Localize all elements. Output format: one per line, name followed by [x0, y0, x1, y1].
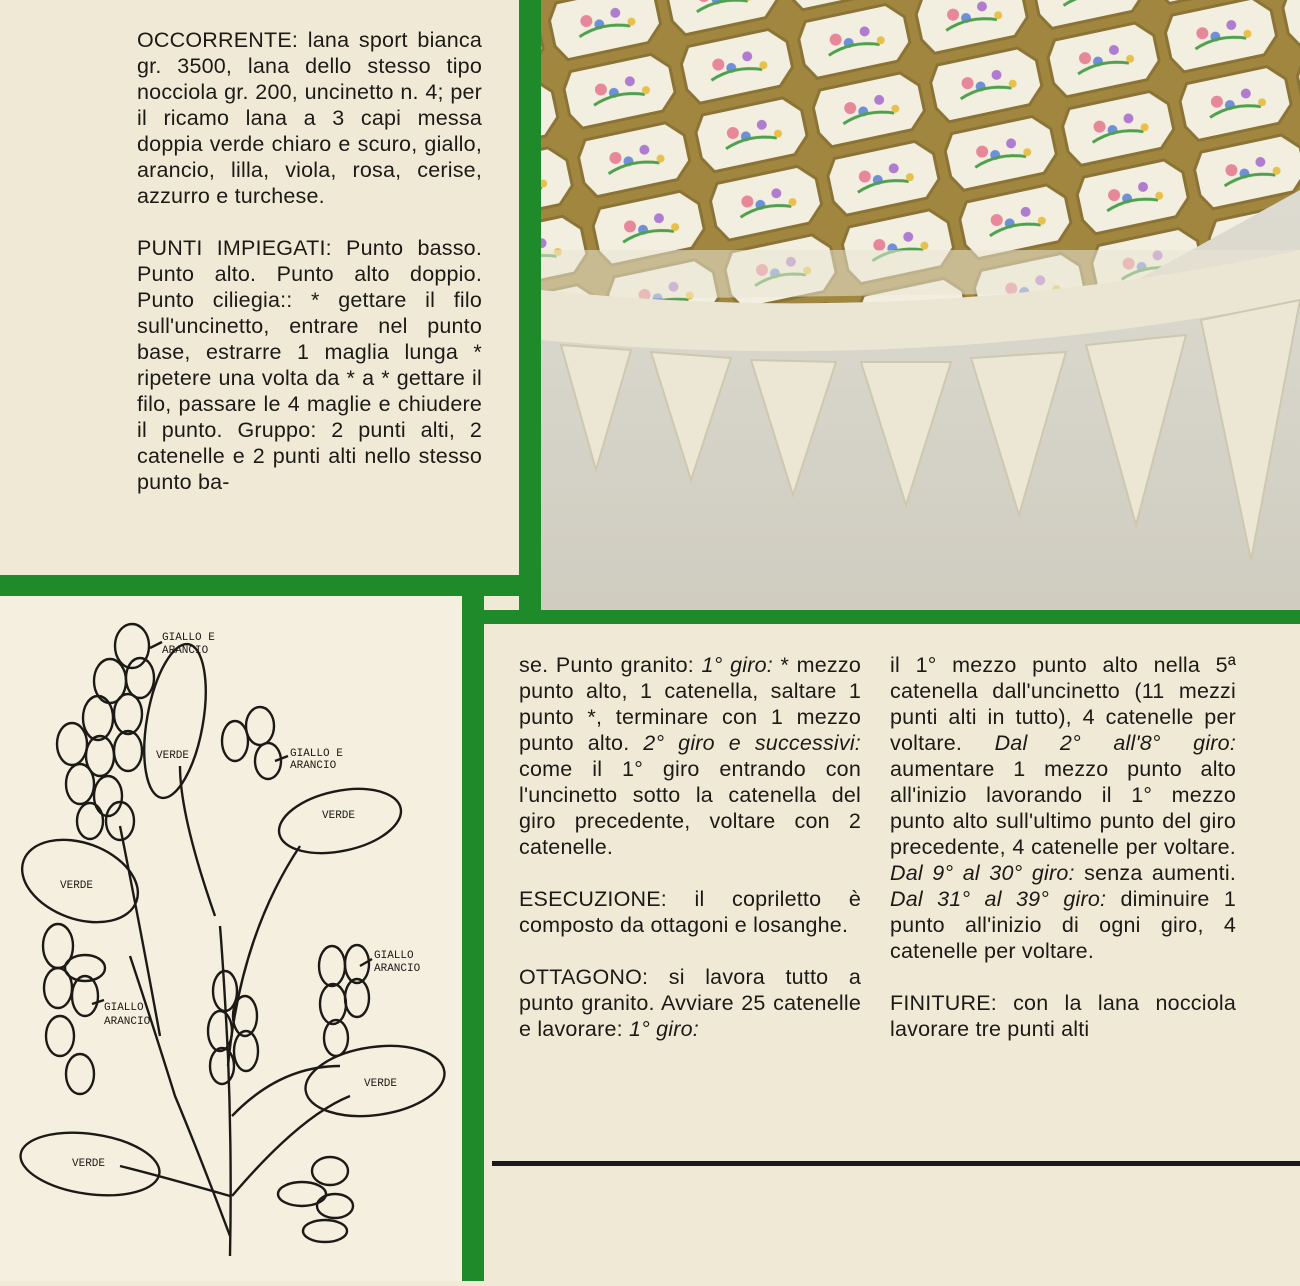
italic-run: 1° giro: — [701, 653, 773, 677]
green-band-horizontal-left — [0, 575, 541, 596]
green-band-vertical-top — [519, 0, 541, 622]
italic-run: Dal 9° al 30° giro: — [890, 861, 1075, 885]
embroidery-diagram — [0, 596, 462, 1281]
leaf-shape — [134, 639, 216, 802]
esecuzione-text: il copriletto è composto da ottagoni e losanghe. — [519, 887, 861, 937]
text-run: * mezzo punto alto, 1 catenella, saltare 1 punto *, terminare con 1 mezzo punto alto. — [519, 653, 861, 755]
italic-run: Dal 31° al 39° giro: — [890, 887, 1107, 911]
punti-heading: PUNTI IMPIEGATI: — [137, 236, 332, 260]
text-run: come il 1° giro entrando con l'uncinetto sotto la catenella del giro precedente, voltare con 2 catenelle. — [519, 757, 861, 859]
diagram-label-verde-2: VERDE — [322, 810, 356, 822]
diagram-label-3: GIALLO — [374, 950, 414, 962]
diagram-label-verde-1: VERDE — [156, 750, 190, 762]
punti-paragraph — [137, 235, 482, 495]
bedspread-photo — [541, 0, 1300, 610]
text-run: diminuire 1 punto all'inizio di ogni giro, 4 catenelle per voltare. — [890, 887, 1236, 963]
text-run: se. Punto granito: — [519, 653, 702, 677]
diagram-label-4b: ARANCIO — [104, 1016, 151, 1028]
green-band-horizontal-right — [462, 610, 1300, 624]
esecuzione-paragraph — [519, 886, 861, 938]
ottagono-paragraph — [519, 964, 861, 1042]
column-3-text — [890, 652, 1236, 1042]
italic-run: 1° giro: — [628, 1017, 699, 1041]
finiture-heading: FINITURE: — [890, 991, 997, 1015]
italic-run: 2° giro e successivi: — [643, 731, 861, 755]
diagram-label-4: GIALLO — [104, 1002, 144, 1014]
finiture-paragraph — [890, 990, 1236, 1042]
esecuzione-heading: ESECUZIONE: — [519, 887, 667, 911]
diagram-label-2b: ARANCIO — [290, 760, 337, 772]
text-run: il 1° mezzo punto alto nella 5ª catenella dall'uncinetto (11 mezzi punti alti in tutto), 4 catenelle per voltare. — [890, 653, 1236, 755]
occorrente-paragraph — [137, 27, 482, 209]
green-band-vertical-bottom — [462, 596, 484, 1281]
finiture-text: con la lana nocciola lavorare tre punti alti — [890, 991, 1236, 1041]
occorrente-heading: OCCORRENTE: — [137, 28, 299, 52]
diagram-label-verde-3: VERDE — [60, 880, 94, 892]
text-run: si lavora tutto a punto granito. Avviare 25 catenelle e lavorare: — [519, 965, 861, 1041]
italic-run: Dal 2° all'8° giro: — [994, 731, 1236, 755]
diagram-label-verde-5: VERDE — [72, 1158, 106, 1170]
occorrente-text: lana sport bianca gr. 3500, lana dello stesso tipo nocciola gr. 200, uncinetto n. 4; per il ricamo lana a 3 capi messa doppia verde chiaro e scuro, giallo, arancio, lilla, viola, rosa, cerise, azzurro e turchese. — [137, 28, 482, 208]
ottagono-heading: OTTAGONO: — [519, 965, 649, 989]
diagram-label-1b: ARANCIO — [162, 645, 209, 657]
text-run: senza aumenti. — [1074, 861, 1236, 885]
diagram-label-verde-4: VERDE — [364, 1078, 398, 1090]
diagram-label-2: GIALLO E — [290, 748, 343, 760]
giri-paragraph — [890, 652, 1236, 964]
column-1-text — [137, 27, 482, 495]
punti-text: Punto basso. Punto alto. Punto alto doppio. Punto ciliegia:: * gettare il filo sull'uncinetto, entrare nel punto base, estrarre 1 maglia lunga * ripetere una volta da * a * gettare il filo, passare le 4 maglie e chiudere il punto. Gruppo: 2 punti alti, 2 catenelle e 2 punti alti nello stesso punto ba- — [137, 236, 482, 494]
text-run: aumentare 1 mezzo punto alto all'inizio lavorando il 1° mezzo punto alto sull'ultimo punto del giro precedente, 4 catenelle per voltare. — [890, 757, 1236, 859]
diagram-label-1: GIALLO E — [162, 632, 215, 644]
punto-granito-paragraph — [519, 652, 861, 860]
diagram-label-3b: ARANCIO — [374, 963, 421, 975]
bottom-divider-rule — [492, 1161, 1300, 1166]
column-2-text — [519, 652, 861, 1042]
